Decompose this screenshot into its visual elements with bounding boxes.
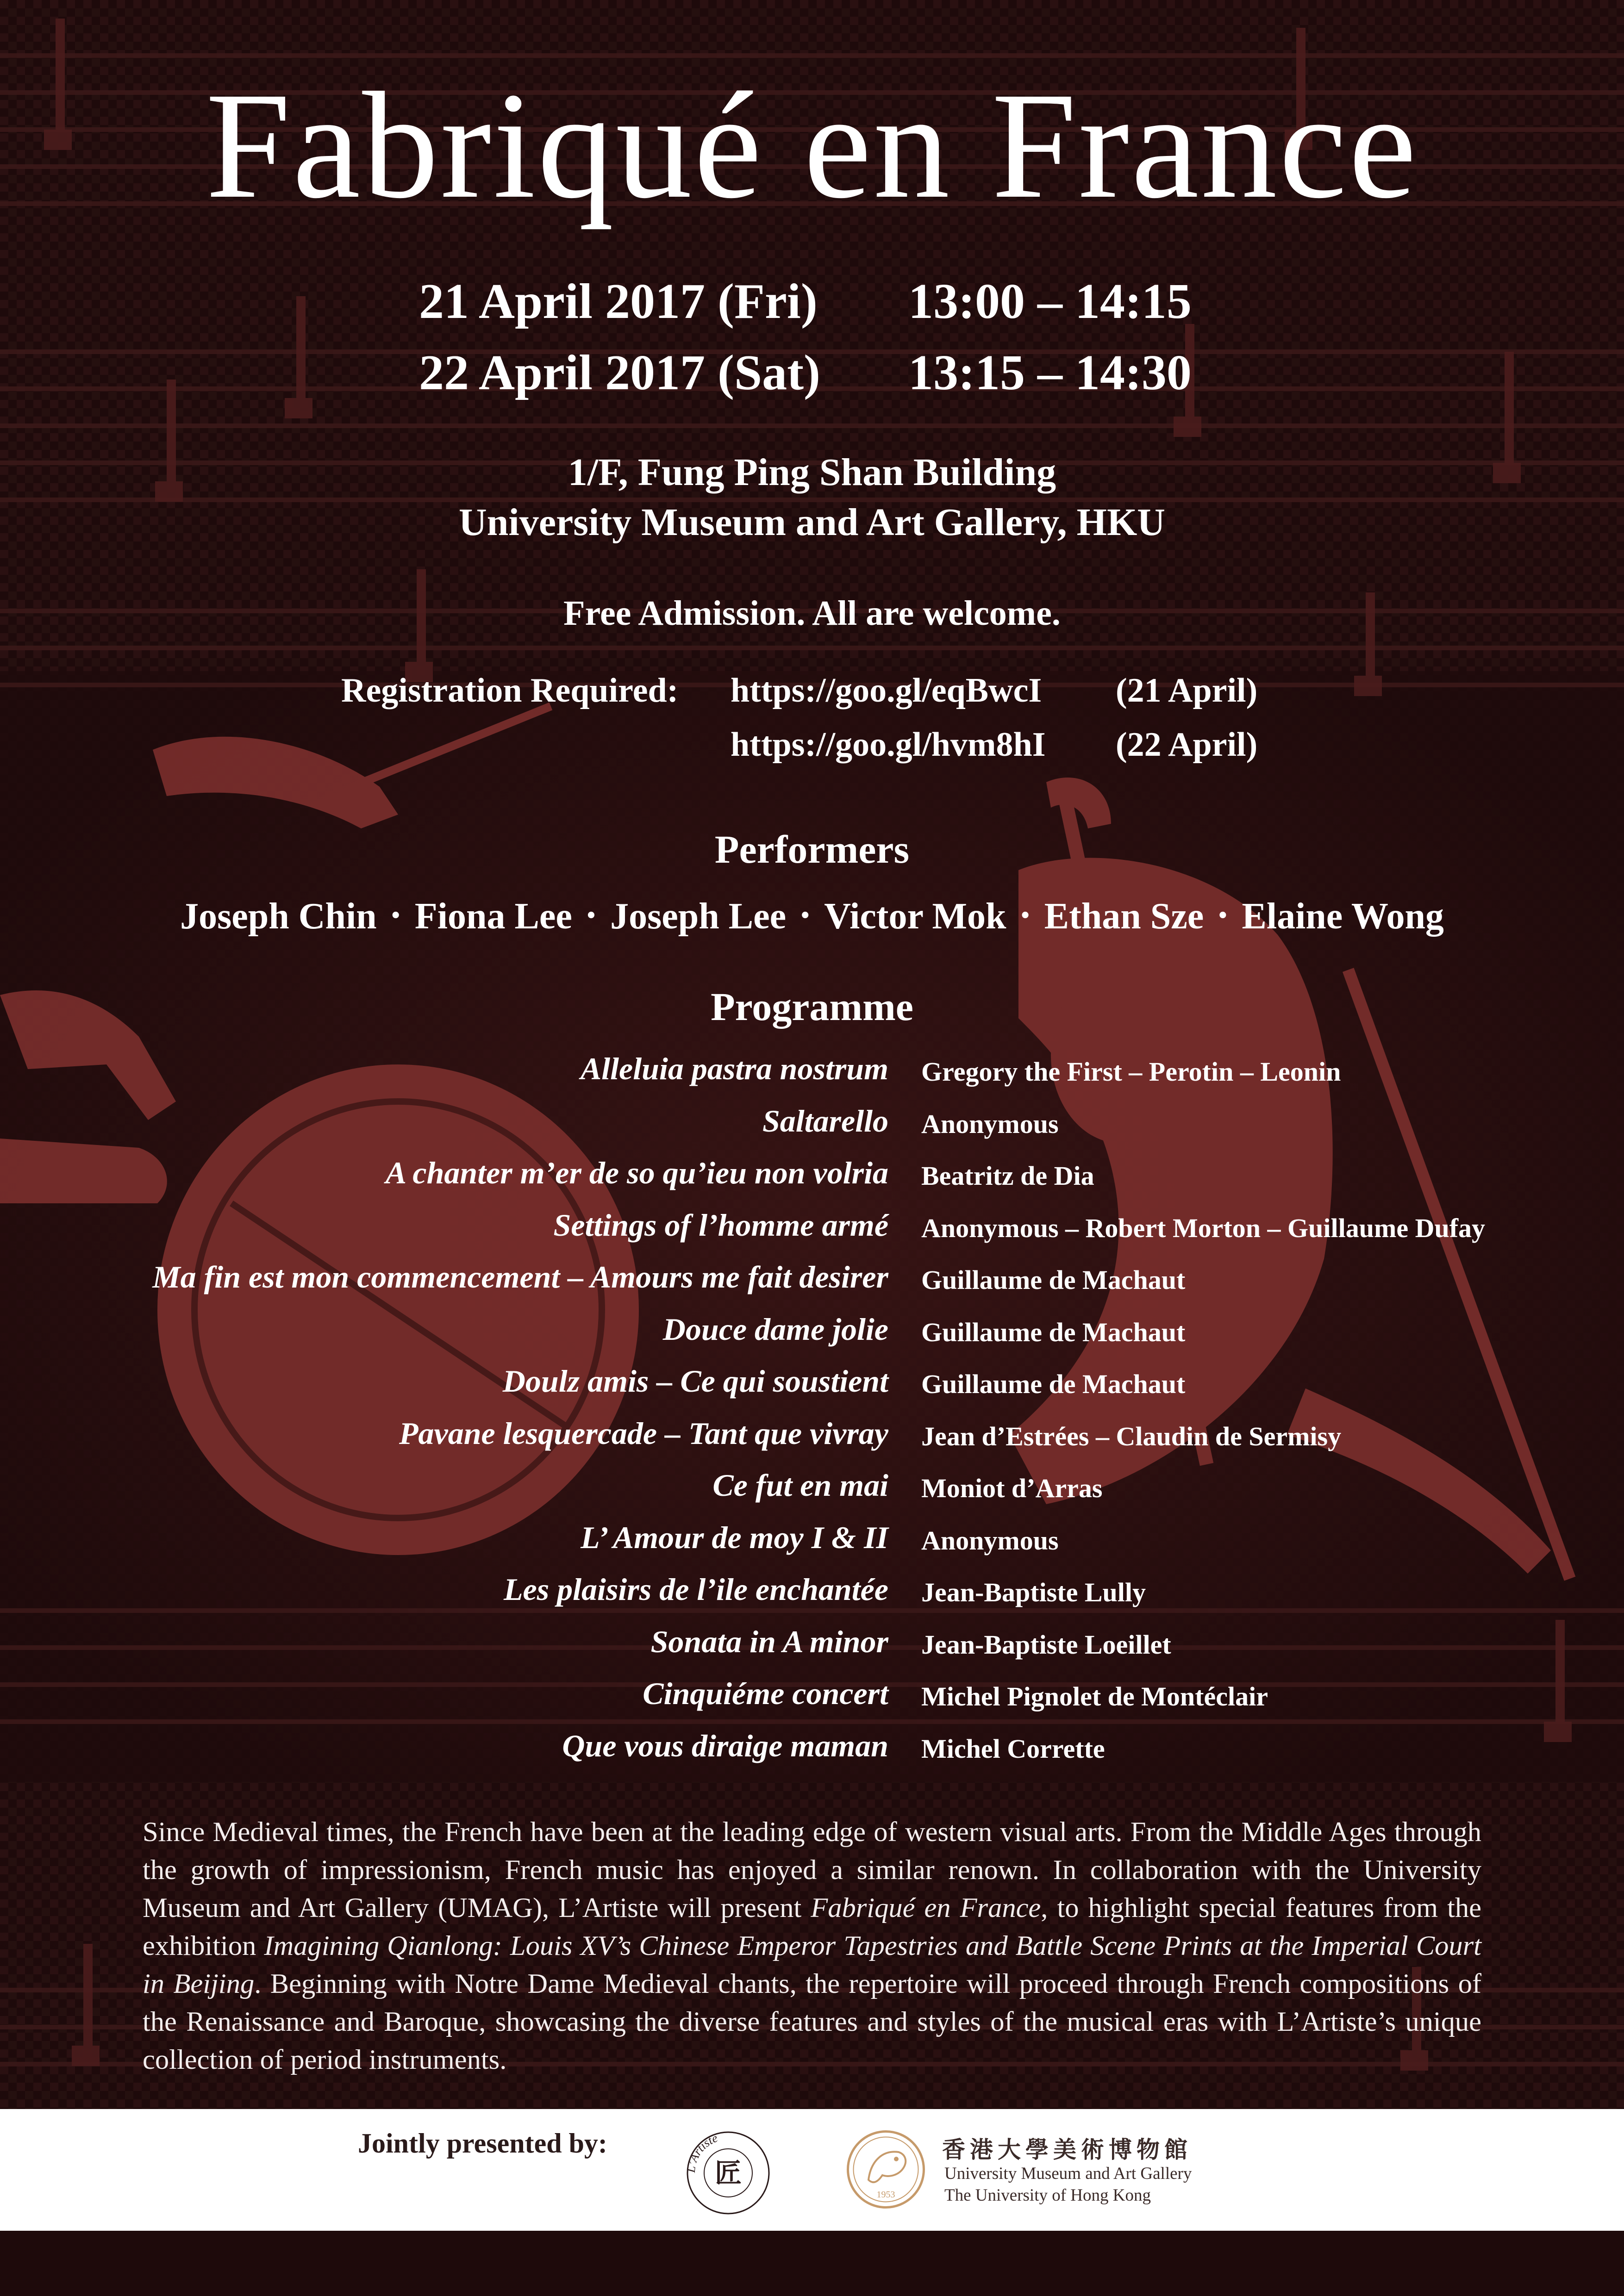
jointly-presented-label: Jointly presented by: [358,2128,607,2159]
piece-title: Saltarello [762,1103,888,1139]
programme-heading: Programme [711,984,913,1029]
admission-text: Free Admission. All are welcome. [563,594,1061,633]
piece-title: Cinquiéme concert [643,1676,888,1711]
registration-note-1: (21 April) [1116,672,1258,709]
performers-heading: Performers [714,827,910,871]
event-description [143,1813,1481,2079]
programme-item [0,1675,1624,1728]
footer-band [0,2109,1624,2231]
programme-item [0,1467,1624,1519]
separator-dot: • [587,902,596,928]
registration-note-2: (22 April) [1116,726,1258,764]
umag-seal-logo [845,2129,926,2210]
registration-label: Registration Required: [341,672,679,709]
piece-title: Que vous diraige maman [562,1728,888,1763]
piece-composer: Guillaume de Machaut [921,1317,1186,1347]
performer-name: Fiona Lee [414,896,572,937]
programme-item [0,1624,1624,1676]
lartiste-logo-text: L’Artiste [684,2131,720,2173]
programme-item [0,1259,1624,1311]
piece-title: Ma fin est mon commencement – Amours me fait desirer [152,1259,888,1294]
separator-dot: • [391,902,400,928]
piece-composer: Jean-Baptiste Lully [921,1577,1146,1607]
poster-title: Fabriqué en France [206,61,1418,230]
programme-list [0,1051,1624,1780]
piece-title: Pavane lesquercade – Tant que vivray [399,1415,888,1451]
piece-title: L’ Amour de moy I & II [581,1519,888,1555]
lartiste-logo-glyph: 匠 [714,2157,742,2189]
piece-composer: Guillaume de Machaut [921,1369,1186,1399]
performer-name: Joseph Lee [610,896,787,937]
programme-item [0,1728,1624,1780]
performers-list [0,896,1624,938]
programme-item [0,1571,1624,1624]
registration-link-1[interactable]: https://goo.gl/eqBwcI [731,672,1042,709]
description-emphasis: Fabriqué en France [811,1892,1041,1923]
piece-composer: Michel Corrette [921,1733,1105,1764]
performer-name: Victor Mok [824,896,1006,937]
umag-english-name: University Museum and Art Gallery [944,2164,1192,2183]
programme-item [0,1207,1624,1259]
programme-item [0,1311,1624,1363]
piece-title: Ce fut en mai [712,1468,888,1503]
svg-text:L’Artiste [684,2131,719,2174]
piece-title: Sonata in A minor [650,1624,888,1659]
description-text: . Beginning with Notre Dame Medieval chants, the repertoire will proceed through French compositions of the Renaissance and Baroque, showcasing the diverse features and styles of the musical eras with L’Artiste’s unique collection of period instruments. [143,1968,1482,2075]
piece-composer: Anonymous – Robert Morton – Guillaume Dufay [921,1213,1486,1243]
piece-title: A chanter m’er de so qu’ieu non volria [385,1155,888,1190]
performer-name: Joseph Chin [180,896,377,937]
programme-item [0,1103,1624,1155]
piece-title: Les plaisirs de l’ile enchantée [503,1572,888,1607]
separator-dot: • [1218,902,1227,928]
programme-item [0,1363,1624,1415]
lartiste-logo [684,2129,772,2217]
piece-title: Douce dame jolie [662,1311,888,1347]
venue-line-1: 1/F, Fung Ping Shan Building [568,451,1056,494]
performer-name: Ethan Sze [1044,896,1204,937]
bottom-band [0,2231,1624,2296]
event-date: 21 April 2017 (Fri) [419,274,818,329]
umag-university-name: The University of Hong Kong [944,2186,1151,2205]
performer-name: Elaine Wong [1242,896,1444,937]
description-text: , to highlight special features from the exhibition [143,1892,1481,1961]
date-row-2 [0,344,1624,404]
event-time: 13:15 – 14:30 [908,345,1192,400]
event-date: 22 April 2017 (Sat) [419,345,821,400]
piece-composer: Moniot d’Arras [921,1473,1103,1503]
separator-dot: • [1021,902,1030,928]
programme-item [0,1155,1624,1207]
piece-composer: Guillaume de Machaut [921,1265,1186,1295]
description-text: Since Medieval times, the French have been at the leading edge of western visual arts. From the Middle Ages through the growth of impressionism, French music has enjoyed a similar renown. In collaboration with the University Museum and Art Gallery (UMAG), L’Artiste will present [143,1817,1481,1923]
separator-dot: • [801,902,810,928]
umag-chinese-name: 香港大學美術博物館 [942,2136,1192,2163]
piece-composer: Beatritz de Dia [921,1161,1094,1191]
piece-composer: Jean-Baptiste Loeillet [921,1629,1171,1660]
piece-title: Settings of l’homme armé [553,1207,888,1243]
piece-composer: Anonymous [921,1108,1059,1139]
piece-composer: Gregory the First – Perotin – Leonin [921,1057,1341,1087]
programme-item [0,1415,1624,1468]
piece-composer: Anonymous [921,1525,1059,1556]
umag-seal-year: 1953 [876,2190,895,2200]
venue-line-2: University Museum and Art Gallery, HKU [459,501,1165,544]
piece-composer: Michel Pignolet de Montéclair [921,1681,1268,1711]
piece-title: Alleluia pastra nostrum [580,1051,888,1086]
date-row-1 [0,273,1624,333]
registration-link-2[interactable]: https://goo.gl/hvm8hI [731,726,1046,764]
piece-composer: Jean d’Estrées – Claudin de Sermisy [921,1421,1342,1451]
description-emphasis: Imagining Qianlong: Louis XV’s Chinese Emperor Tapestries and Battle Scene Prints at the Imperial Court in Beijing [143,1930,1481,1999]
programme-item [0,1519,1624,1572]
programme-item [0,1051,1624,1103]
event-time: 13:00 – 14:15 [908,274,1192,329]
piece-title: Doulz amis – Ce qui soustient [502,1363,888,1399]
